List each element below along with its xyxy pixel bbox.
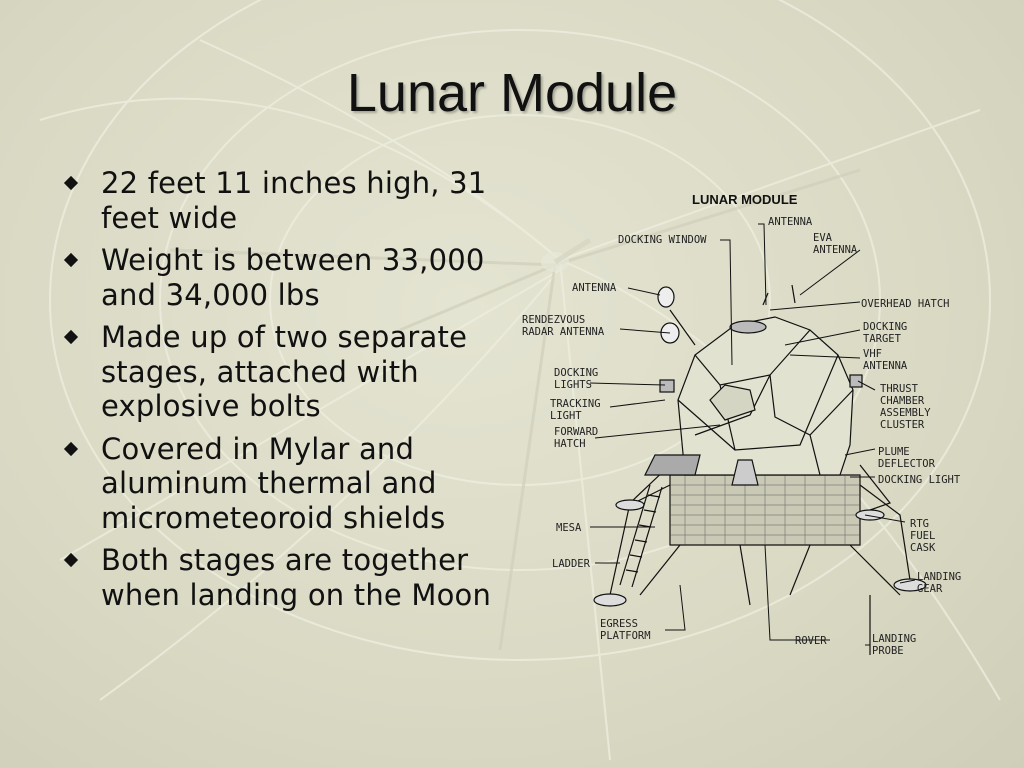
bullet-item: [62, 320, 502, 424]
label-forward-hatch-2: HATCH: [554, 438, 586, 450]
bullet-item: [62, 243, 502, 312]
label-rtg-1: RTG: [910, 518, 929, 530]
label-thrust-1: THRUST: [880, 383, 918, 395]
label-thrust-3: ASSEMBLY: [880, 407, 931, 419]
label-rover: ROVER: [795, 635, 827, 647]
label-thrust-4: CLUSTER: [880, 419, 925, 431]
label-landing-probe-2: PROBE: [872, 645, 904, 657]
label-egress-2: PLATFORM: [600, 630, 651, 642]
bullet-item: [62, 432, 502, 536]
label-eva-antenna-1: EVA: [813, 232, 832, 244]
label-landing-gear-2: GEAR: [917, 583, 943, 595]
label-landing-gear-1: LANDING: [917, 571, 962, 583]
label-docking-target-2: TARGET: [863, 333, 901, 345]
diamond-bullet-icon: [64, 441, 78, 455]
bullet-text: Both stages are together when landing on the Moon: [101, 543, 492, 612]
bullet-text: Weight is between 33,000 and 34,000 lbs: [101, 243, 485, 312]
diamond-bullet-icon: [64, 330, 78, 344]
slide-title: Lunar Module: [346, 63, 678, 123]
label-docking-target-1: DOCKING: [863, 321, 908, 333]
label-thrust-2: CHAMBER: [880, 395, 925, 407]
label-tracking-2: LIGHT: [550, 410, 582, 422]
label-rtg-3: CASK: [910, 542, 936, 554]
label-vhf-2: ANTENNA: [863, 360, 908, 372]
bullet-item: [62, 166, 502, 235]
label-rendezvous-1: RENDEZVOUS: [522, 314, 586, 326]
bullet-list: [62, 166, 502, 620]
label-ladder: LADDER: [552, 558, 590, 570]
label-docking-lights-1: DOCKING: [554, 367, 599, 379]
diamond-bullet-icon: [64, 253, 78, 267]
label-forward-hatch-1: FORWARD: [554, 426, 599, 438]
bullet-text: 22 feet 11 inches high, 31 feet wide: [101, 166, 487, 235]
label-eva-antenna-2: ANTENNA: [813, 244, 858, 256]
label-docking-window: DOCKING WINDOW: [618, 234, 707, 246]
diamond-bullet-icon: [64, 553, 78, 567]
label-antenna-top: ANTENNA: [768, 216, 813, 228]
diamond-bullet-icon: [64, 176, 78, 190]
label-docking-light: DOCKING LIGHT: [878, 474, 961, 486]
bullet-text: Covered in Mylar and aluminum thermal and micrometeoroid shields: [101, 431, 446, 535]
lunar-module-diagram: [520, 185, 990, 665]
bullet-text: Made up of two separate stages, attached with explosive bolts: [101, 320, 468, 423]
label-overhead-hatch: OVERHEAD HATCH: [861, 298, 950, 310]
label-rendezvous-2: RADAR ANTENNA: [522, 326, 605, 338]
label-vhf-1: VHF: [863, 348, 882, 360]
bullet-item: [62, 543, 502, 612]
label-landing-probe-1: LANDING: [872, 633, 917, 645]
label-antenna-left: ANTENNA: [572, 282, 617, 294]
label-mesa: MESA: [556, 522, 582, 534]
label-rtg-2: FUEL: [910, 530, 936, 542]
label-plume-1: PLUME: [878, 446, 910, 458]
label-tracking-1: TRACKING: [550, 398, 601, 410]
diagram-title: LUNAR MODULE: [692, 192, 798, 207]
label-docking-lights-2: LIGHTS: [554, 379, 592, 391]
label-egress-1: EGRESS: [600, 618, 638, 630]
label-plume-2: DEFLECTOR: [878, 458, 935, 470]
